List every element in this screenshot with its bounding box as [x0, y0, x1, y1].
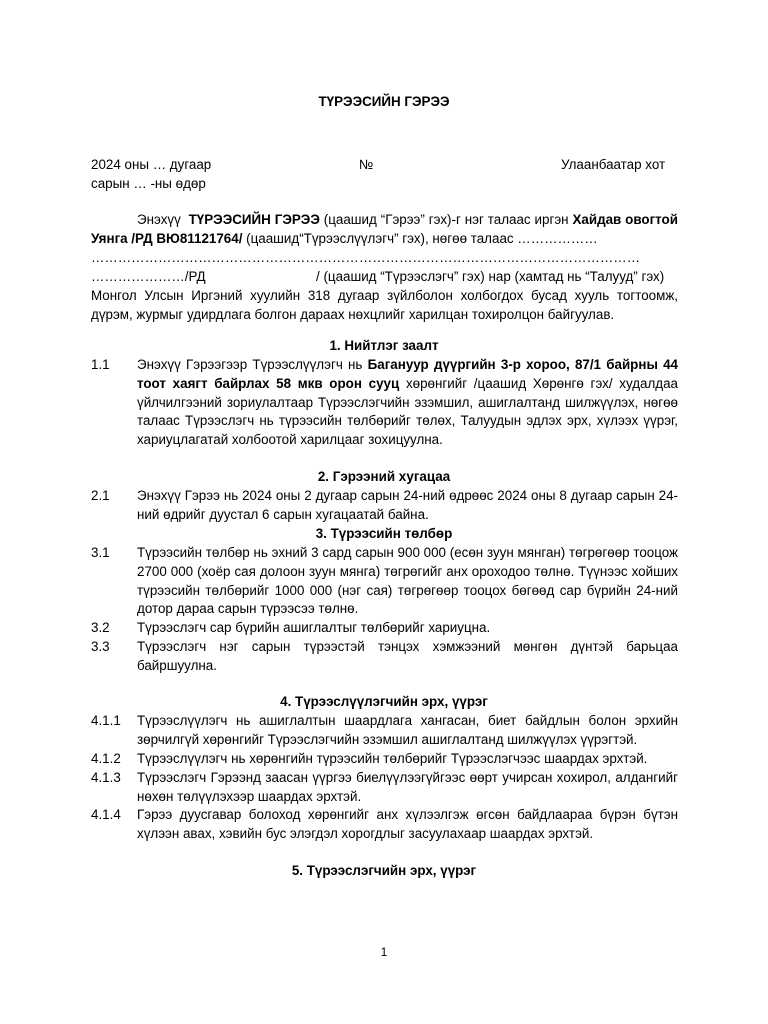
clause-number: 4.1.1 — [91, 713, 121, 728]
clause-number: 4.1.4 — [91, 807, 121, 822]
section-3-heading: 3. Түрээсийн төлбөр — [315, 526, 453, 541]
clause-number: 1.1 — [91, 357, 110, 372]
intro-legal-basis: Монгол Улсын Иргэний хуулийн 318 дугаар зүйлболон холбогдох бусад хууль тогтоомж, дүрэм, журмыг удирдлага болгон дараах нөхцлийг харилцан тохиролцон байгуулав. — [91, 288, 678, 322]
contract-date — [91, 156, 211, 194]
clause-text: Түрээслэгч сар бүрийн ашиглалтыг төлбөрийг хариуцна. — [137, 620, 491, 635]
date-line-1: 2024 оны … дугаар — [91, 157, 212, 172]
intro-dotted-line: …………………………………………………………………………………………………………… — [91, 250, 641, 265]
clause-text: Түрээсийн төлбөр нь эхний 3 сард сарын 900 000 (есөн зуун мянган) төгрөгөөр тооцож 2700 000 (хоёр сая долоон зуун мянга) төгрөгийг анх ороходоо төлнө. Түүнээс хойших түрээсийн төлбөрийг 1000 000 (нэг сая) төгрөгөөр тооцох бөгөөд сар бүрийн 24-ний дотор дараа сарын түрээсээ төлнө. — [137, 545, 678, 617]
clause-text: Түрээслэгч Гэрээнд заасан үүргээ биелүүлээгүйгээс өөрт учирсан хохирол, алдангийг нөхөн төлүүлэхээр шаардах эрхтэй. — [137, 770, 678, 804]
clause-number: 4.1.2 — [91, 751, 121, 766]
clause-number: 2.1 — [91, 488, 110, 503]
section-2-heading: 2. Гэрээний хугацаа — [317, 469, 451, 484]
contract-city: Улаанбаатар хот — [561, 157, 666, 172]
section-5-heading: 5. Түрээслэгчийн эрх, үүрэг — [291, 863, 477, 878]
intro-party-note: / (цаашид “Түрээслэгч” гэх) нар (хамтад нь “Талууд” гэх) — [316, 269, 665, 284]
clause-number: 3.2 — [91, 620, 110, 635]
clause-text: Түрээслэгч нэг сарын түрээстэй тэнцэх хэмжээний мөнгөн дүнтэй барьцаа байршуулна. — [137, 639, 678, 673]
contract-number-label: № — [359, 157, 374, 172]
section-4-heading: 4. Түрээслүүлэгчийн эрх, үүрэг — [280, 694, 488, 709]
clause-number: 3.3 — [91, 639, 110, 654]
clause-text: Энэхүү Гэрээ нь 2024 оны 2 дугаар сарын 24-ний өдрөөс 2024 оны 8 дугаар сарын 24-ний өдрийг дуустал 6 сарын хугацаатай байна. — [137, 488, 678, 522]
clause-text: Түрээслүүлэгч нь хөрөнгийн түрээсийн төлбөрийг Түрээслэгчээс шаардах эрхтэй. — [137, 751, 648, 766]
intro-party-id: …………………/РД — [91, 269, 206, 284]
intro-paragraph: Энэхүү ТҮРЭЭСИЙН ГЭРЭЭ (цаашид “Гэрээ” гэх)-г нэг талаас иргэн Хайдав овогтой Уянга /РД ВЮ81121764/ (цаашид“Түрээслүүлэгч” гэх), нөгөө талаас ……………… — [91, 212, 678, 246]
clause-number: 3.1 — [91, 545, 110, 560]
clause-text: Энэхүү Гэрээгээр Түрээслүүлэгч нь Багануур дүүргийн 3-р хороо, 87/1 байрны 44 тоот хаягт байрлах 58 мкв орон сууц хөрөнгийг /цаашид Хөрөнгө гэх/ худалдаа үйлчилгээний зориулалтаар Түрээслэгчийн эзэмшил, ашиглалтанд шилжүүлэх, нөгөө талаас Түрээслэгч нь түрээсийн төлбөрийг төлөх, Талуудын эдлэх эрх, хүлээх үүрэг, хариуцлагатай холбоотой харилцааг зохицуулна. — [137, 357, 678, 448]
clause-text: Түрээслүүлэгч нь ашиглалтын шаардлага хангасан, биет байдлын болон эрхийн зөрчилгүй хөрөнгийг Түрээслэгчийн эзэмшил ашиглалтанд шилжүүлэх үүрэгтэй. — [137, 713, 678, 747]
section-1-heading: 1. Нийтлэг заалт — [329, 338, 439, 353]
document-title: ТҮРЭЭСИЙН ГЭРЭЭ — [318, 94, 450, 109]
clause-number: 4.1.3 — [91, 770, 121, 785]
date-line-2: сарын … -ны өдөр — [91, 175, 206, 191]
page-number: 1 — [380, 945, 388, 959]
clause-text: Гэрээ дуусгавар болоход хөрөнгийг анх хүлээлгэж өгсөн байдлаараа бүрэн бүтэн хүлээн авах, хэвийн бус элэгдэл хорогдлыг засуулахаар шаардах эрхтэй. — [137, 807, 678, 841]
